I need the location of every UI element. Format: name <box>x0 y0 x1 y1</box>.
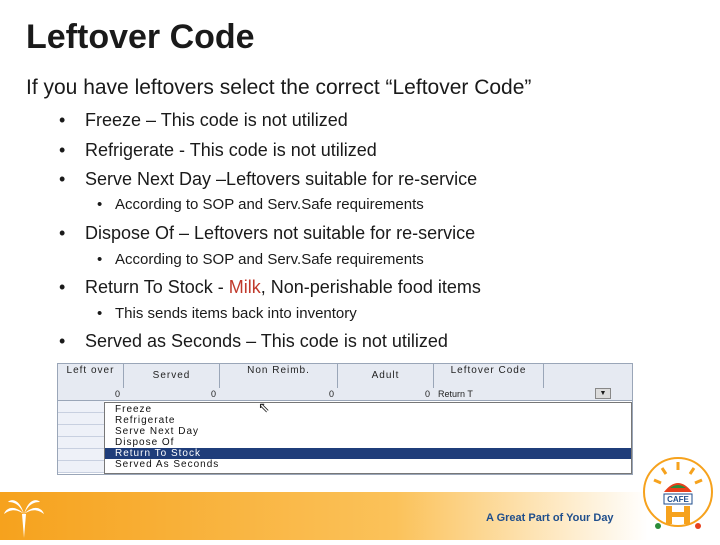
bullet-text-suffix: , Non-perishable food items <box>260 277 481 297</box>
bullet-dot: • <box>59 223 66 243</box>
bullet-text <box>85 277 481 298</box>
header-adult[interactable]: Adult <box>338 364 434 388</box>
row-selector[interactable] <box>58 401 104 413</box>
footer-tagline: A Great Part of Your Day <box>486 512 614 524</box>
row-selector[interactable] <box>58 425 104 437</box>
header-served[interactable]: Served <box>124 364 220 388</box>
bullet-dot: • <box>59 140 66 160</box>
row-selectors <box>58 401 104 474</box>
header-leftover[interactable]: Left over <box>58 364 124 388</box>
leftover-code-options <box>104 402 632 474</box>
slide-intro: If you have leftovers select the correct “Leftover Code” <box>26 76 532 99</box>
grid-value-row <box>58 388 632 401</box>
cafe-logo-text: CAFE <box>667 495 689 504</box>
option-return-to-stock[interactable]: Return To Stock <box>105 448 631 459</box>
grid-header <box>58 364 632 389</box>
row-selector[interactable] <box>58 437 104 449</box>
cell-served[interactable]: 0 <box>210 389 216 399</box>
mouse-cursor-icon: ⇖ <box>258 399 270 415</box>
bullet-text-prefix: Return To Stock - <box>85 277 229 297</box>
bullet-text: Freeze – This code is not utilized <box>85 110 348 130</box>
row-selector[interactable] <box>58 449 104 461</box>
bullet-text: According to SOP and Serv.Safe requirements <box>115 251 424 268</box>
cell-adult[interactable]: 0 <box>424 389 430 399</box>
milk-highlight: Milk <box>228 277 261 297</box>
bullet-text: Refrigerate - This code is not utilized <box>85 140 377 160</box>
cell-non-reimb[interactable]: 0 <box>328 389 334 399</box>
bullet-dot: • <box>59 277 66 297</box>
option-serve-next-day[interactable]: Serve Next Day <box>115 426 200 437</box>
bullet-dot: • <box>97 196 103 213</box>
bullet-dot: • <box>97 305 103 322</box>
header-non-reimb[interactable]: Non Reimb. <box>220 364 338 388</box>
bullet-dot: • <box>59 331 66 351</box>
bullet-text: Serve Next Day –Leftovers suitable for re-service <box>85 169 478 189</box>
bullet-text: According to SOP and Serv.Safe requirements <box>115 196 424 213</box>
option-refrigerate[interactable]: Refrigerate <box>115 415 176 426</box>
dropdown-arrow-icon[interactable]: ▼ <box>595 388 611 399</box>
bullet-text: Dispose Of – Leftovers not suitable for re-service <box>85 223 476 243</box>
slide-title: Leftover Code <box>26 18 255 56</box>
option-served-as-seconds[interactable]: Served As Seconds <box>115 459 220 470</box>
bullet-text: This sends items back into inventory <box>115 305 357 322</box>
cafe-logo-icon <box>640 452 716 540</box>
leftover-grid-screenshot <box>57 363 633 475</box>
option-dispose-of[interactable]: Dispose Of <box>115 437 175 448</box>
leftover-code-dropdown[interactable]: Return T <box>438 389 473 399</box>
bullet-text: Served as Seconds – This code is not utilized <box>85 331 448 351</box>
row-selector[interactable] <box>58 413 104 425</box>
header-leftover-code[interactable]: Leftover Code <box>434 364 544 388</box>
cell-leftover[interactable]: 0 <box>114 389 120 399</box>
palm-tree-icon <box>4 494 44 543</box>
bullet-dot: • <box>97 251 103 268</box>
bullet-dot: • <box>59 110 66 130</box>
row-selector[interactable] <box>58 461 104 473</box>
option-freeze[interactable]: Freeze <box>115 404 153 415</box>
bullet-dot: • <box>59 169 66 189</box>
